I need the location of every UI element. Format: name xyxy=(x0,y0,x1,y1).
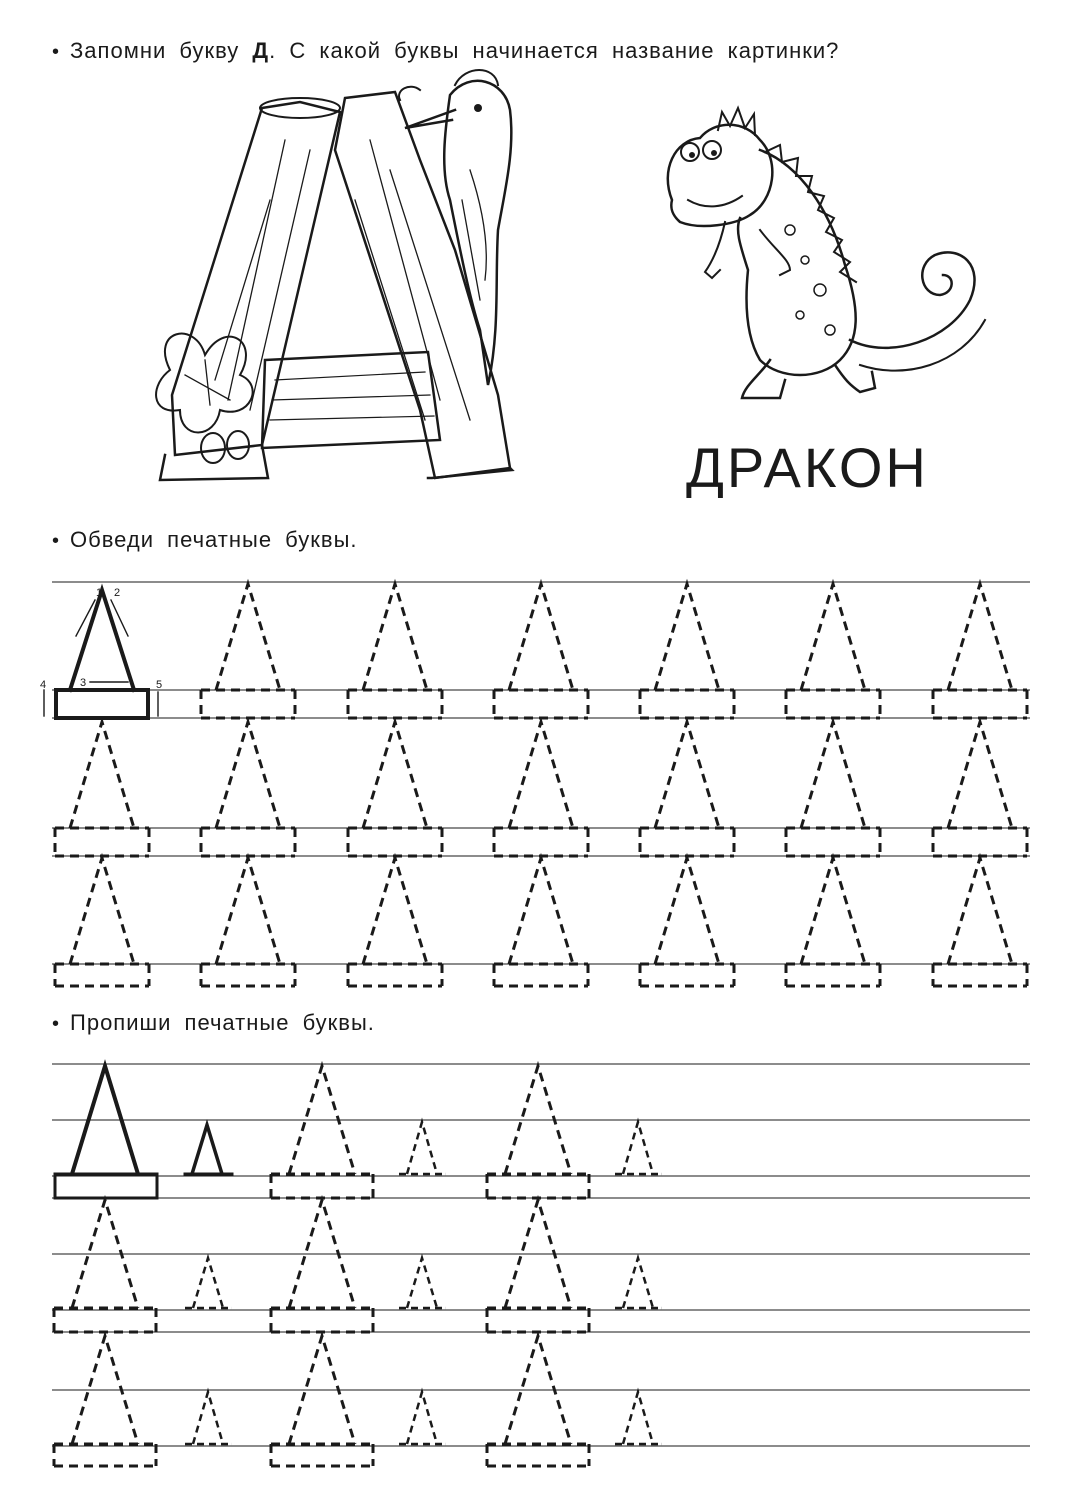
dashed-letter xyxy=(201,858,295,986)
dashed-letter xyxy=(933,584,1027,718)
task-1-text-start: Запомни букву xyxy=(70,38,253,63)
dashed-letter xyxy=(271,1066,373,1198)
dashed-letter xyxy=(615,1122,661,1174)
dashed-letter xyxy=(271,1200,373,1332)
task-2-text: Обведи печатные буквы. xyxy=(70,527,358,552)
stroke-number-5: 5 xyxy=(156,679,163,691)
dashed-letter xyxy=(786,722,880,856)
dashed-letter xyxy=(494,584,588,718)
write-section xyxy=(52,1064,1030,1466)
dashed-letter xyxy=(185,1392,231,1444)
dashed-letter xyxy=(640,858,734,986)
dashed-letter xyxy=(786,584,880,718)
dashed-letter xyxy=(933,722,1027,856)
bullet: • xyxy=(52,1013,61,1035)
dashed-letter xyxy=(201,584,295,718)
dragon-illustration xyxy=(668,108,985,398)
dashed-letter xyxy=(348,584,442,718)
dashed-letter xyxy=(55,858,149,986)
bullet: • xyxy=(52,530,61,552)
stroke-number-2: 2 xyxy=(114,587,121,599)
dashed-letter xyxy=(185,1258,231,1308)
sample-letter-small xyxy=(185,1125,232,1174)
dashed-letter xyxy=(487,1066,589,1198)
trace-section xyxy=(40,582,1030,986)
dashed-letter xyxy=(348,722,442,856)
write-letters xyxy=(54,1066,661,1466)
dashed-letter xyxy=(640,722,734,856)
task-1-text-end: . С какой буквы начинается название картинки? xyxy=(269,38,840,63)
dashed-letter xyxy=(54,1200,156,1332)
stroke-number-4: 4 xyxy=(40,679,47,691)
trace-letters xyxy=(55,584,1027,986)
task-3-text: Пропиши печатные буквы. xyxy=(70,1010,375,1035)
bullet: • xyxy=(52,41,61,63)
task-1-letter: Д xyxy=(252,38,270,63)
woodpecker-letter-illustration xyxy=(156,70,512,480)
stroke-number-1: 1 xyxy=(96,587,103,599)
dashed-letter xyxy=(348,858,442,986)
dashed-letter xyxy=(786,858,880,986)
sample-letter-stroke-order xyxy=(40,587,162,718)
dashed-letter xyxy=(399,1392,445,1444)
dashed-letter xyxy=(399,1258,445,1308)
dashed-letter xyxy=(201,722,295,856)
dashed-letter xyxy=(640,584,734,718)
dashed-letter xyxy=(399,1122,445,1174)
sample-letter-large xyxy=(55,1066,157,1198)
stroke-number-3: 3 xyxy=(80,677,87,689)
dashed-letter xyxy=(494,722,588,856)
dashed-letter xyxy=(494,858,588,986)
picture-word: ДРАКОН xyxy=(686,436,929,499)
dashed-letter xyxy=(615,1258,661,1308)
dashed-letter xyxy=(55,722,149,856)
dashed-letter xyxy=(487,1200,589,1332)
write-guide-lines xyxy=(52,1064,1030,1446)
dashed-letter xyxy=(933,858,1027,986)
dashed-letter xyxy=(615,1392,661,1444)
